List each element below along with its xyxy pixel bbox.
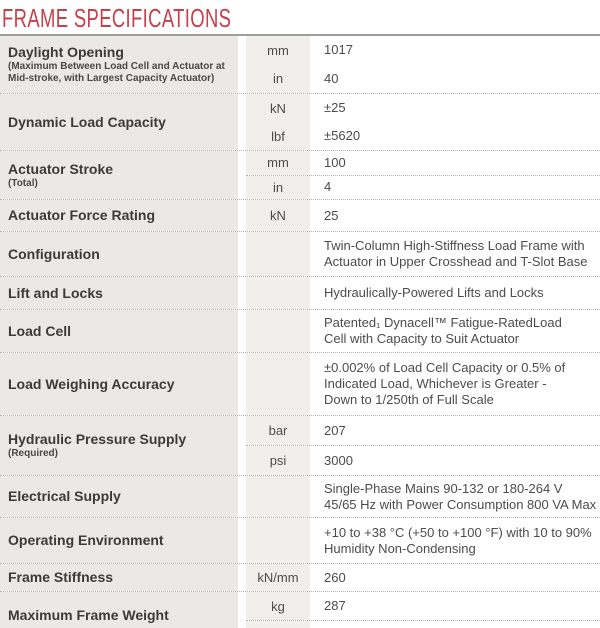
value-cell — [310, 100, 600, 116]
spec-label: Load Cell — [8, 322, 72, 339]
value-line: Patented₁ Dynacell™ Fatigue-RatedLoad — [324, 315, 562, 330]
spec-sublabel: Mid-stroke, with Largest Capacity Actuator) — [8, 73, 215, 84]
value-line: 45/65 Hz with Power Consumption 800 VA Max — [324, 496, 597, 512]
value-cell — [310, 481, 600, 513]
value-cell — [310, 285, 600, 301]
spec-row-frame-stiffness — [0, 563, 600, 591]
spec-entry — [246, 416, 600, 445]
spec-label: Daylight Opening — [8, 44, 124, 60]
spec-label: Operating Environment — [8, 532, 164, 548]
spec-entry — [246, 36, 600, 65]
value-cell — [310, 453, 600, 469]
spec-sublabel: (Maximum Between Load Cell and Actuator at — [8, 61, 225, 72]
unit-cell: bar — [246, 416, 310, 445]
spec-label-cell — [0, 592, 246, 628]
value-cell — [310, 570, 600, 586]
spec-label: Actuator Stroke — [8, 160, 114, 177]
value-line: 287 — [324, 598, 346, 613]
value-line: 4 — [324, 179, 332, 195]
value-line: Indicated Load, Whichever is Greater - — [324, 376, 547, 391]
value-cell — [310, 423, 600, 439]
spec-label-cell — [0, 94, 246, 150]
page-title — [0, 0, 600, 34]
spec-label-cell — [0, 36, 246, 93]
spec-value-group — [246, 232, 600, 276]
spec-row-daylight-opening — [0, 36, 600, 93]
value-cell — [310, 155, 600, 171]
spec-label: Configuration — [8, 245, 100, 262]
unit-cell: in — [246, 65, 310, 94]
spec-value-group — [246, 518, 600, 563]
spec-entry — [246, 175, 600, 200]
spec-label: Actuator Force Rating — [8, 207, 156, 223]
spec-row-dynamic-load-capacity — [0, 93, 600, 150]
spec-label-cell — [0, 353, 246, 415]
spec-row-load-weighing-accuracy — [0, 352, 600, 415]
unit-cell — [246, 518, 310, 563]
value-line: 25 — [324, 207, 339, 223]
spec-entry — [246, 518, 600, 563]
spec-entry — [246, 122, 600, 150]
unit-cell: lbf — [246, 122, 310, 150]
spec-value-group — [246, 151, 600, 199]
spec-entry — [246, 151, 600, 175]
spec-row-lift-and-locks — [0, 276, 600, 309]
spec-value-group — [246, 310, 600, 352]
spec-row-operating-environment — [0, 517, 600, 563]
frame-specifications-table — [0, 34, 600, 628]
unit-cell: in — [246, 176, 310, 200]
value-line: 207 — [324, 422, 346, 438]
spec-entry — [246, 232, 600, 276]
spec-value-group — [246, 277, 600, 309]
spec-label-cell — [0, 200, 246, 231]
value-line: 1017 — [324, 42, 353, 58]
value-line: +10 to +38 °C (+50 to +100 °F) with 10 to 90% — [324, 524, 592, 540]
page-title-text: FRAME SPECIFICATIONS — [2, 3, 232, 33]
value-line: ±0.002% of Load Cell Capacity or 0.5% of — [324, 360, 566, 375]
spec-entry — [246, 620, 600, 628]
spec-value-group — [246, 476, 600, 517]
spec-entry — [246, 310, 600, 352]
spec-value-group — [246, 36, 600, 93]
value-cell — [310, 71, 600, 87]
unit-cell — [246, 621, 310, 628]
unit-cell — [246, 310, 310, 352]
unit-cell — [246, 353, 310, 415]
unit-cell: kg — [246, 592, 310, 620]
spec-entry — [246, 200, 600, 231]
value-cell — [310, 238, 600, 270]
spec-value-group — [246, 564, 600, 591]
spec-label: Hydraulic Pressure Supply — [8, 431, 187, 447]
value-line: ±25 — [324, 100, 346, 115]
value-line: Humidity Non-Condensing — [324, 540, 476, 556]
spec-label-cell — [0, 151, 246, 199]
value-cell — [310, 42, 600, 58]
value-cell — [310, 598, 600, 614]
value-line: 3000 — [324, 452, 353, 468]
spec-row-configuration — [0, 231, 600, 276]
spec-row-hydraulic-pressure-supply — [0, 415, 600, 475]
spec-label: Maximum Frame Weight — [8, 607, 169, 623]
value-line: Actuator in Upper Crosshead and T-Slot Base — [324, 254, 588, 269]
unit-cell — [246, 232, 310, 276]
spec-entry — [246, 353, 600, 415]
value-line: ±5620 — [324, 128, 361, 143]
value-cell — [310, 179, 600, 195]
spec-label: Frame Stiffness — [8, 569, 114, 585]
unit-cell: kN — [246, 94, 310, 122]
value-cell — [310, 525, 600, 557]
value-line: Hydraulically-Powered Lifts and Locks — [324, 285, 544, 300]
value-line: Single-Phase Mains 90-132 or 180-264 V — [324, 480, 563, 496]
value-line: 100 — [324, 154, 346, 170]
spec-entry — [246, 94, 600, 122]
unit-cell — [246, 476, 310, 517]
spec-label: Electrical Supply — [8, 488, 121, 504]
spec-row-actuator-force-rating — [0, 199, 600, 231]
spec-label: Load Weighing Accuracy — [8, 375, 175, 392]
spec-entry — [246, 277, 600, 309]
unit-cell: mm — [246, 151, 310, 175]
spec-value-group — [246, 592, 600, 628]
spec-label-cell — [0, 476, 246, 517]
value-line: Down to 1/250th of Full Scale — [324, 392, 494, 407]
value-cell — [310, 128, 600, 144]
value-line: Cell with Capacity to Suit Actuator — [324, 331, 520, 346]
unit-cell: mm — [246, 36, 310, 65]
spec-row-electrical-supply — [0, 475, 600, 517]
spec-entry — [246, 445, 600, 475]
spec-label-cell — [0, 232, 246, 276]
spec-sublabel: (Required) — [8, 448, 58, 459]
spec-label-cell — [0, 310, 246, 352]
spec-value-group — [246, 353, 600, 415]
unit-cell: kN — [246, 200, 310, 231]
spec-label: Lift and Locks — [8, 284, 103, 301]
spec-entry — [246, 564, 600, 591]
spec-entry — [246, 592, 600, 620]
spec-value-group — [246, 94, 600, 150]
value-line: 40 — [324, 70, 339, 86]
spec-label-cell — [0, 564, 246, 591]
value-cell — [310, 315, 600, 347]
spec-row-load-cell — [0, 309, 600, 352]
spec-label-cell — [0, 416, 246, 475]
spec-row-maximum-frame-weight — [0, 591, 600, 628]
value-cell — [310, 208, 600, 224]
spec-label: Dynamic Load Capacity — [8, 113, 166, 130]
spec-entry — [246, 65, 600, 94]
spec-label-cell — [0, 518, 246, 563]
spec-sublabel: (Total) — [8, 177, 38, 189]
spec-value-group — [246, 416, 600, 475]
unit-cell: psi — [246, 446, 310, 475]
value-cell — [310, 360, 600, 408]
spec-label-cell — [0, 277, 246, 309]
spec-entry — [246, 476, 600, 517]
spec-row-actuator-stroke — [0, 150, 600, 199]
value-line: Twin-Column High-Stiffness Load Frame with — [324, 238, 585, 253]
unit-cell — [246, 277, 310, 309]
value-line: 260 — [324, 569, 346, 585]
spec-value-group — [246, 200, 600, 231]
unit-cell: kN/mm — [246, 564, 310, 591]
